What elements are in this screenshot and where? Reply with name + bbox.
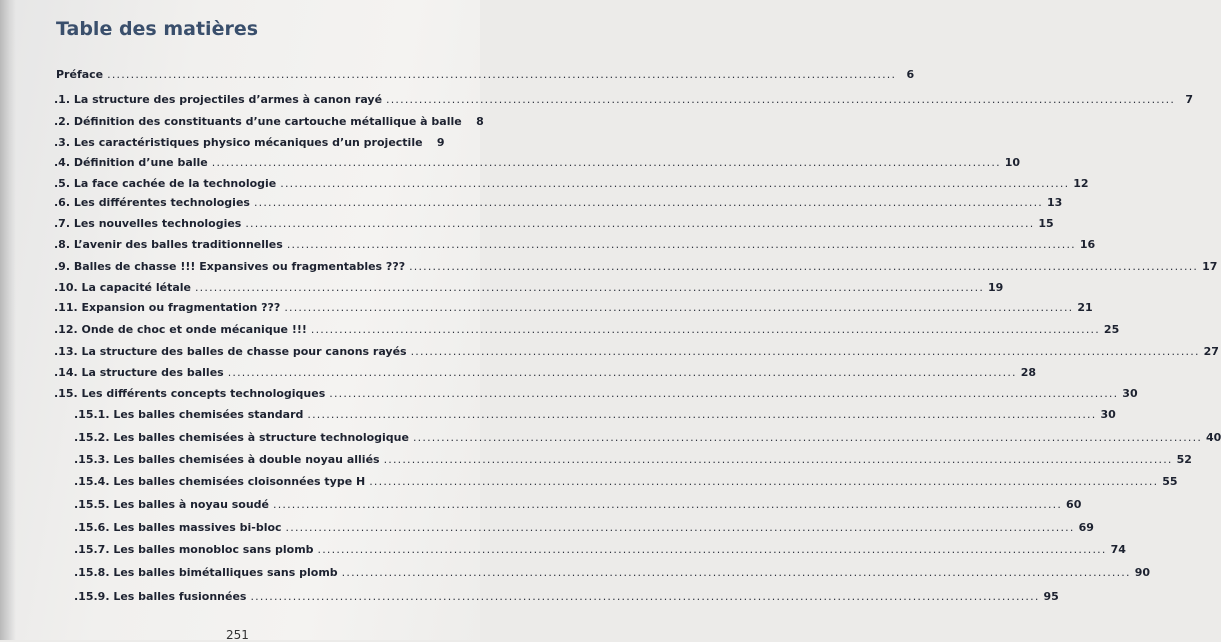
toc-entry-label: .9. Balles de chasse !!! Expansives ou fragmentables ??? [54, 260, 406, 273]
toc-entry-label: .3. Les caractéristiques physico mécaniques d’un projectile [54, 136, 423, 149]
toc-entry [54, 177, 1089, 190]
toc-entry-page: 40 [1206, 431, 1221, 444]
dot-leader: ........................................................................................................................................................................ [369, 475, 1159, 488]
toc-entry [54, 281, 1004, 294]
dot-leader: ........................................................................................................................................................................ [194, 281, 985, 294]
dot-leader: ........................................................................................................................................................................ [412, 431, 1203, 444]
toc-entry-label: .13. La structure des balles de chasse pour canons rayés [54, 345, 407, 358]
dot-leader: ........................................................................................................................................................................ [227, 366, 1017, 379]
toc-entry [54, 238, 1096, 251]
toc-entry-page: 13 [1047, 196, 1063, 209]
toc-subentry [74, 431, 1221, 444]
toc-entry-label: .15.1. Les balles chemisées standard [74, 408, 304, 421]
dot-leader: ........................................................................................................................................................................ [253, 196, 1043, 209]
toc-entry-page: 95 [1043, 590, 1059, 603]
dot-leader: ........................................................................................................................................................................ [284, 301, 1074, 314]
toc-entry-page: 17 [1202, 260, 1218, 273]
toc-entry [54, 115, 484, 128]
toc-entry [54, 366, 1037, 379]
toc-entry-label: .15.8. Les balles bimétalliques sans plomb [74, 566, 338, 579]
toc-entry-page: 16 [1079, 238, 1096, 251]
toc-entry [54, 136, 445, 149]
toc-entry-label: .6. Les différentes technologies [54, 196, 250, 209]
dot-leader: ........................................................................................................................................................................ [386, 93, 1176, 106]
toc-entry-page: 15 [1038, 217, 1054, 230]
toc-entry [54, 323, 1120, 336]
toc-subentry [74, 590, 1059, 603]
toc-entry-label: .15.5. Les balles à noyau soudé [74, 498, 270, 511]
toc-entry-label: .12. Onde de choc et onde mécanique !!! [54, 323, 307, 336]
toc-subentry [74, 453, 1192, 466]
dot-leader: ........................................................................................................................................................................ [307, 408, 1097, 421]
toc-entry-page: 25 [1103, 323, 1120, 336]
toc-entry-label: .15.3. Les balles chemisées à double noyau alliés [74, 453, 380, 466]
toc-entry [56, 68, 915, 81]
dot-leader: ........................................................................................................................................................................ [286, 238, 1076, 251]
toc-entry-page: 55 [1162, 475, 1178, 488]
toc-entry-page: 60 [1066, 498, 1082, 511]
toc-entry-label: .14. La structure des balles [54, 366, 224, 379]
dot-leader: ........................................................................................................................................................................ [107, 68, 897, 81]
toc-entry-label: .15.4. Les balles chemisées cloisonnées type H [74, 475, 366, 488]
toc-entry-page: 30 [1100, 408, 1116, 421]
toc-entry-page: 28 [1020, 366, 1037, 379]
toc-subentry [74, 408, 1116, 421]
toc-entry-label: .8. L’avenir des balles traditionnelles [54, 238, 283, 251]
toc-entry-label: .15.2. Les balles chemisées à structure technologique [74, 431, 409, 444]
dot-leader: ........................................................................................................................................................................ [211, 156, 1001, 169]
dot-leader: ........................................................................................................................................................................ [310, 323, 1100, 336]
toc-entry [54, 301, 1093, 314]
dot-leader: ........................................................................................................................................................................ [317, 543, 1107, 556]
toc-entry-label: .4. Définition d’une balle [54, 156, 208, 169]
toc-entry [54, 156, 1021, 169]
dot-leader: ........................................................................................................................................................................ [245, 217, 1035, 230]
toc-entry-page: 8 [476, 115, 484, 128]
toc-entry-page: 90 [1134, 566, 1151, 579]
dot-leader: ........................................................................................................................................................................ [285, 521, 1075, 534]
toc-entry-page: 21 [1077, 301, 1093, 314]
page-number: 251 [226, 628, 249, 642]
toc-entry-label: .5. La face cachée de la technologie [54, 177, 277, 190]
toc-entry-page: 27 [1203, 345, 1219, 358]
toc-entry [54, 93, 1194, 106]
toc-entry-page: 19 [988, 281, 1004, 294]
toc-entry [54, 260, 1218, 273]
dot-leader: ........................................................................................................................................................................ [410, 345, 1200, 358]
dot-leader: ........................................................................................................................................................................ [273, 498, 1063, 511]
toc-entry-page: 69 [1078, 521, 1094, 534]
toc-entry-page: 6 [906, 68, 915, 81]
toc-subentry [74, 498, 1082, 511]
dot-leader: ........................................................................................................................................................................ [280, 177, 1070, 190]
toc-subentry [74, 521, 1094, 534]
toc-entry-label: .15.6. Les balles massives bi-bloc [74, 521, 282, 534]
toc-entry-label: .7. Les nouvelles technologies [54, 217, 242, 230]
toc-entry-page: 30 [1122, 387, 1138, 400]
toc-entry-page: 12 [1073, 177, 1089, 190]
toc-entry-label: .15.7. Les balles monobloc sans plomb [74, 543, 314, 556]
toc-entry-page: 10 [1004, 156, 1021, 169]
page-title: Table des matières [56, 18, 259, 40]
toc-entry [54, 387, 1138, 400]
toc-entry [54, 217, 1054, 230]
toc-entry-label: .15. Les différents concepts technologiques [54, 387, 326, 400]
toc-entry-page: 9 [436, 136, 445, 149]
dot-leader: ........................................................................................................................................................................ [409, 260, 1199, 273]
toc-entry [54, 345, 1219, 358]
toc-entry-label: .15.9. Les balles fusionnées [74, 590, 247, 603]
toc-entry-label: .11. Expansion ou fragmentation ??? [54, 301, 281, 314]
toc-entry-label: .10. La capacité létale [54, 281, 191, 294]
toc-entry [54, 196, 1063, 209]
toc-subentry [74, 566, 1151, 579]
dot-leader: ........................................................................................................................................................................ [383, 453, 1173, 466]
toc-entry-label: Préface [56, 68, 104, 81]
toc-entry-label: .2. Définition des constituants d’une cartouche métallique à balle [54, 115, 462, 128]
dot-leader: ........................................................................................................................................................................ [341, 566, 1131, 579]
dot-leader: ........................................................................................................................................................................ [329, 387, 1119, 400]
toc-subentry [74, 475, 1178, 488]
toc-entry-page: 7 [1185, 93, 1194, 106]
toc-entry-page: 74 [1110, 543, 1126, 556]
toc-entry-page: 52 [1176, 453, 1192, 466]
toc-subentry [74, 543, 1126, 556]
toc-entry-label: .1. La structure des projectiles d’armes à canon rayé [54, 93, 383, 106]
dot-leader: ........................................................................................................................................................................ [250, 590, 1040, 603]
